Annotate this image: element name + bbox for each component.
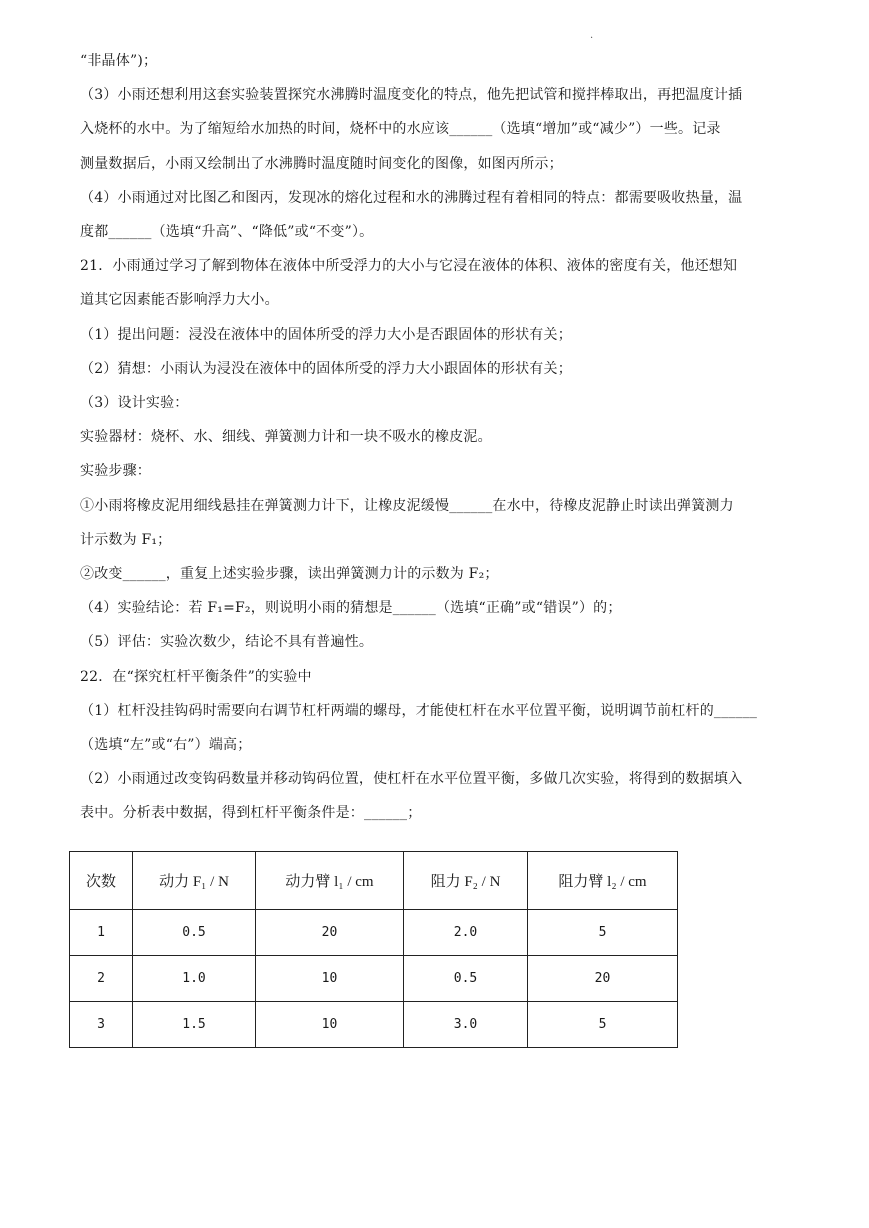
table-header-row (70, 852, 678, 910)
cell: 0.5 (404, 956, 528, 1002)
text-line: （2）猜想：小雨认为浸没在液体中的固体所受的浮力大小跟固体的形状有关； (80, 360, 572, 377)
text-line: （4）小雨通过对比图乙和图丙，发现冰的熔化过程和水的沸腾过程有着相同的特点：都需要吸收热量，温 (80, 189, 743, 206)
lever-data-table (69, 851, 678, 1048)
text-line: 测量数据后，小雨又绘制出了水沸腾时温度随时间变化的图像，如图丙所示； (80, 155, 563, 172)
text-line: （1）杠杆没挂钩码时需要向右调节杠杆两端的螺母，才能使杠杆在水平位置平衡，说明调节前杠杆的______ (80, 702, 758, 719)
cell: 0.5 (133, 910, 256, 956)
text-line: ①小雨将橡皮泥用细线悬挂在弹簧测力计下，让橡皮泥缓慢______在水中，待橡皮泥静止时读出弹簧测力 (80, 497, 734, 514)
table-row (70, 956, 678, 1002)
text-line: 度都______（选填“升高”、“降低”或“不变”）。 (80, 224, 374, 241)
table-row (70, 1002, 678, 1048)
text-line: 实验器材：烧杯、水、细线、弹簧测力计和一块不吸水的橡皮泥。 (80, 429, 492, 446)
text-line: （选填“左”或“右”）端高； (80, 737, 252, 754)
cell: 20 (256, 910, 404, 956)
cell: 3 (70, 1002, 133, 1048)
text-line: “非晶体”)； (80, 53, 158, 69)
header-arm-2: 阻力臂 l₂ / cm (528, 852, 678, 910)
text-line: （1）提出问题：浸没在液体中的固体所受的浮力大小是否跟固体的形状有关； (80, 326, 572, 343)
text-line: （2）小雨通过改变钩码数量并移动钩码位置，使杠杆在水平位置平衡，多做几次实验，将得到的数据填入 (80, 771, 743, 788)
cell: 3.0 (404, 1002, 528, 1048)
text-line: 道其它因素能否影响浮力大小。 (80, 292, 279, 309)
text-line: （5）评估：实验次数少，结论不具有普遍性。 (80, 634, 374, 651)
text-line: 计示数为 F₁； (80, 531, 172, 548)
cell: 1.5 (133, 1002, 256, 1048)
cell: 10 (256, 956, 404, 1002)
text-line: 21．小雨通过学习了解到物体在液体中所受浮力的大小与它浸在液体的体积、液体的密度有关，他还想知 (80, 258, 738, 275)
cell: 1.0 (133, 956, 256, 1002)
page-mark: . (590, 30, 594, 41)
question-text (80, 44, 792, 831)
text-line: （4）实验结论：若 F₁=F₂，则说明小雨的猜想是______（选填“正确”或“错误”）的； (80, 600, 622, 617)
cell: 1 (70, 910, 133, 956)
text-line: 表中。分析表中数据，得到杠杆平衡条件是：______； (80, 805, 422, 822)
text-line: ②改变______，重复上述实验步骤，读出弹簧测力计的示数为 F₂； (80, 566, 499, 583)
header-force-1: 动力 F₁ / N (133, 852, 256, 910)
text-line: （3）设计实验： (80, 395, 189, 412)
text-line: 入烧杯的水中。为了缩短给水加热的时间，烧杯中的水应该______（选填“增加”或“减少”）一些。记录 (80, 121, 721, 138)
text-line: （3）小雨还想利用这套实验装置探究水沸腾时温度变化的特点，他先把试管和搅拌棒取出，再把温度计插 (80, 87, 743, 104)
text-line: 22．在“探究杠杆平衡条件”的实验中 (80, 668, 312, 685)
cell: 2 (70, 956, 133, 1002)
table-row (70, 910, 678, 956)
cell: 20 (528, 956, 678, 1002)
cell: 10 (256, 1002, 404, 1048)
text-line: 实验步骤： (80, 463, 151, 480)
cell: 5 (528, 910, 678, 956)
header-arm-1: 动力臂 l₁ / cm (256, 852, 404, 910)
header-force-2: 阻力 F₂ / N (404, 852, 528, 910)
cell: 5 (528, 1002, 678, 1048)
header-trial: 次数 (70, 852, 133, 910)
cell: 2.0 (404, 910, 528, 956)
